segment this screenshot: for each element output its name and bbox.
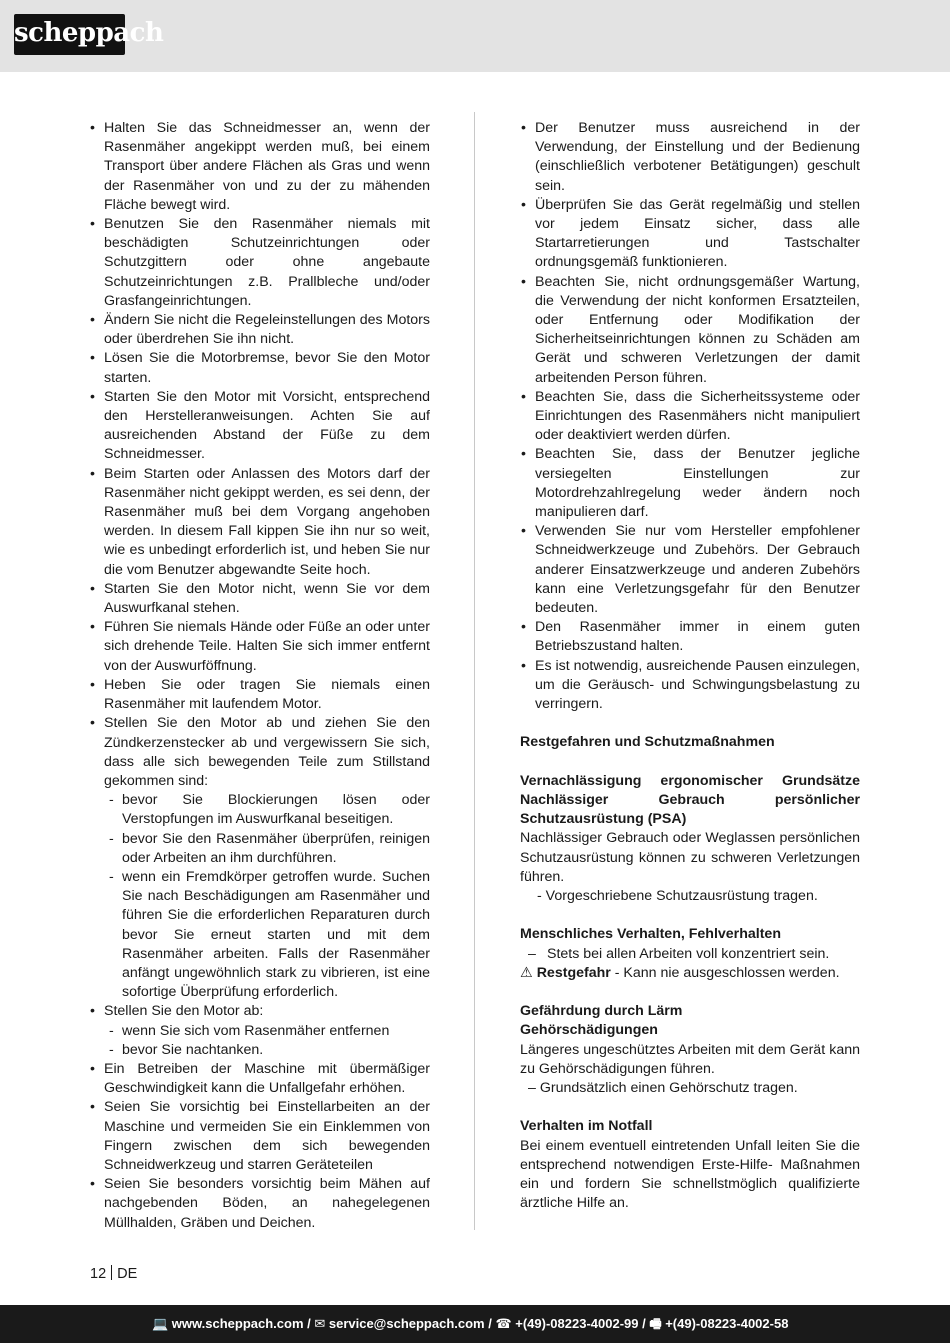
residual-risk-label: Restgefahr [536, 964, 611, 981]
paragraph: Bei einem eventuell eintretenden Unfall leiten Sie die entsprechend notwendigen Erste-Hilfe- Maßnahmen ein und fordern Sie schnellstmöglich qualifizierte ärztliche Hilfe an. [520, 1137, 860, 1212]
list-item: • Überprüfen Sie das Gerät regelmäßig und stellen vor jedem Einsatz sicher, dass alle Startarretierungen und Tastschalter ordnungsgemäß funktionieren. [520, 196, 860, 273]
sub-list-item: - wenn Sie sich vom Rasenmäher entfernen [104, 1022, 430, 1041]
left-column [89, 119, 430, 1233]
list-item: • Beim Starten oder Anlassen des Motors darf der Rasenmäher nicht gekippt werden, es sei denn, der Rasenmäher muß bei dem Vorgang angehoben werden. In diesem Fall kippen Sie ihn nur so weit, wie es unbedingt erforderlich ist, und heben Sie nur die vom Benutzer abgewandte Seite hoch. [89, 465, 430, 580]
residual-risk-text: - Kann nie ausgeschlossen werden. [610, 964, 840, 981]
page-number [90, 1265, 137, 1282]
protective-measure [520, 945, 860, 964]
subsection-heading: Menschliches Verhalten, Fehlverhalten [520, 926, 781, 943]
list-item: • Verwenden Sie nur vom Hersteller empfohlener Schneidwerkzeuge und Zubehörs. Der Gebrauch anderer Einsatzwerkzeuge und anderen Zubehörs kann eine Verletzungsgefahr für den Benutzer bedeuten. [520, 522, 860, 618]
subsection-heading: Verhalten im Notfall [520, 1118, 653, 1135]
protective-measure: - Vorgeschriebene Schutzausrüstung tragen. [537, 888, 818, 905]
list-item: • Starten Sie den Motor nicht, wenn Sie vor dem Auswurfkanal stehen. [89, 580, 430, 618]
list-item: • Es ist notwendig, ausreichende Pausen einzulegen, um die Geräusch- und Schwingungsbelastung zu verringern. [520, 657, 860, 715]
page-number-value: 12 [90, 1266, 107, 1282]
list-item: • Ein Betreiben der Maschine mit übermäßiger Geschwindigkeit kann die Unfallgefahr erhöhen. [89, 1060, 430, 1098]
list-item: • Lösen Sie die Motorbremse, bevor Sie den Motor starten. [89, 349, 430, 387]
sub-list [104, 791, 430, 1002]
page-header [0, 0, 950, 72]
list-item: • Seien Sie vorsichtig bei Einstellarbeiten an der Maschine und vermeiden Sie ein Einklemmen von Fingern zwischen dem sich bewegenden Schneidwerkzeug und starren Geräteteilen [89, 1098, 430, 1175]
list-item: • Benutzen Sie den Rasenmäher niemals mit beschädigten Schutzeinrichtungen oder Schutzgittern oder ohne angebaute Schutzeinrichtungen z.B. Prallbleche und/oder Grasfangeinrichtungen. [89, 215, 430, 311]
list-item: • Heben Sie oder tragen Sie niemals einen Rasenmäher mit laufendem Motor. [89, 676, 430, 714]
sub-list-item: - bevor Sie den Rasenmäher überprüfen, reinigen oder Arbeiten an ihm durchführen. [104, 830, 430, 868]
subsection-heading: Gehörschädigungen [520, 1022, 658, 1039]
list-item: • Beachten Sie, nicht ordnungsgemäßer Wartung, die Verwendung der nicht konformen Ersatzteilen, oder Entfernung oder Modifikation der Sicherheitseinrichtungen können zu Schäden am Gerät und schweren Verletzungen der damit arbeitenden Person führen. [520, 273, 860, 388]
list-item-text: • Stellen Sie den Motor ab und ziehen Sie den Zündkerzenstecker ab und vergewissern Sie sich, dass alle sich bewegenden Teile zum Stillstand gekommen sind: [104, 715, 430, 789]
residual-risk-note [520, 964, 860, 983]
contact-bar [0, 1305, 950, 1343]
contact-info: 💻 www.scheppach.com / ✉ service@scheppach.com / ☎ +(49)-08223-4002-99 / 🖷 +(49)-08223-4002-58 [152, 1316, 789, 1331]
warning-triangle-icon: ⚠ [520, 964, 533, 981]
measure-text: Stets bei allen Arbeiten voll konzentriert sein. [547, 945, 830, 962]
protective-measure: – Grundsätzlich einen Gehörschutz tragen. [528, 1080, 798, 1097]
sub-list-item: - bevor Sie nachtanken. [104, 1041, 430, 1060]
list-item: • Führen Sie niemals Hände oder Füße an oder unter sich drehende Teile. Halten Sie sich immer entfernt von der Auswurföffnung. [89, 618, 430, 676]
list-item: • Den Rasenmäher immer in einem guten Betriebszustand halten. [520, 618, 860, 656]
sub-list-item: - bevor Sie Blockierungen lösen oder Verstopfungen im Auswurfkanal beseitigen. [104, 791, 430, 829]
sub-list-item: - wenn ein Fremdkörper getroffen wurde. Suchen Sie nach Beschädigungen am Rasenmäher und führen Sie die erforderlichen Reparaturen durch bevor Sie erneut starten und mit dem Rasenmäher arbeiten. Falls der Rasenmäher anfängt ungewöhnlich stark zu vibrieren, ist eine sofortige Überprüfung erforderlich. [104, 868, 430, 1002]
separator [111, 1265, 112, 1280]
list-item: • Seien Sie besonders vorsichtig beim Mähen auf nachgebenden Böden, an nahegelegenen Müllhalden, Gräben und Deichen. [89, 1175, 430, 1233]
subsection-heading: Gefährdung durch Lärm [520, 1003, 683, 1020]
column-divider [474, 112, 475, 1230]
list-item: • Beachten Sie, dass der Benutzer jegliche versiegelten Einstellungen zur Motordrehzahlregelung weder ändern noch manipulieren darf. [520, 445, 860, 522]
section-heading: Restgefahren und Schutzmaßnahmen [520, 734, 775, 751]
list-item-text: • Stellen Sie den Motor ab: [104, 1003, 264, 1020]
paragraph: Nachlässiger Gebrauch oder Weglassen persönlichen Schutzausrüstung können zu schweren Verletzungen führen. [520, 830, 860, 885]
list-item: • Beachten Sie, dass die Sicherheitssysteme oder Einrichtungen des Rasenmähers nicht manipuliert oder deaktiviert werden dürfen. [520, 388, 860, 446]
list-item: • Starten Sie den Motor mit Vorsicht, entsprechend den Herstelleranweisungen. Achten Sie auf ausreichenden Abstand der Füße zu dem Schneidmesser. [89, 388, 430, 465]
list-item-stop-motor [89, 714, 430, 1002]
sub-list [104, 1022, 430, 1060]
language-code: DE [117, 1266, 138, 1282]
dash-bullet: – [528, 945, 536, 962]
list-item: • Der Benutzer muss ausreichend in der Verwendung, der Einstellung und der Bedienung (einschließlich verbotener Betätigungen) geschult sein. [520, 119, 860, 196]
paragraph: Längeres ungeschütztes Arbeiten mit dem Gerät kann zu Gehörschädigungen führen. [520, 1041, 860, 1077]
right-column [520, 119, 860, 1214]
list-item: • Halten Sie das Schneidmesser an, wenn der Rasenmäher angekippt werden muß, bei einem Transport über andere Flächen als Gras und wenn der Rasenmäher von und zu der zu mähenden Fläche bewegt wird. [89, 119, 430, 215]
list-item: • Ändern Sie nicht die Regeleinstellungen des Motors oder überdrehen Sie ihn nicht. [89, 311, 430, 349]
brand-logo: scheppach [14, 14, 125, 55]
list-item-motor-off [89, 1002, 430, 1060]
subsection-heading: Vernachlässigung ergonomischer Grundsätze Nachlässiger Gebrauch persönlicher Schutzausrüstung (PSA) [520, 772, 860, 828]
